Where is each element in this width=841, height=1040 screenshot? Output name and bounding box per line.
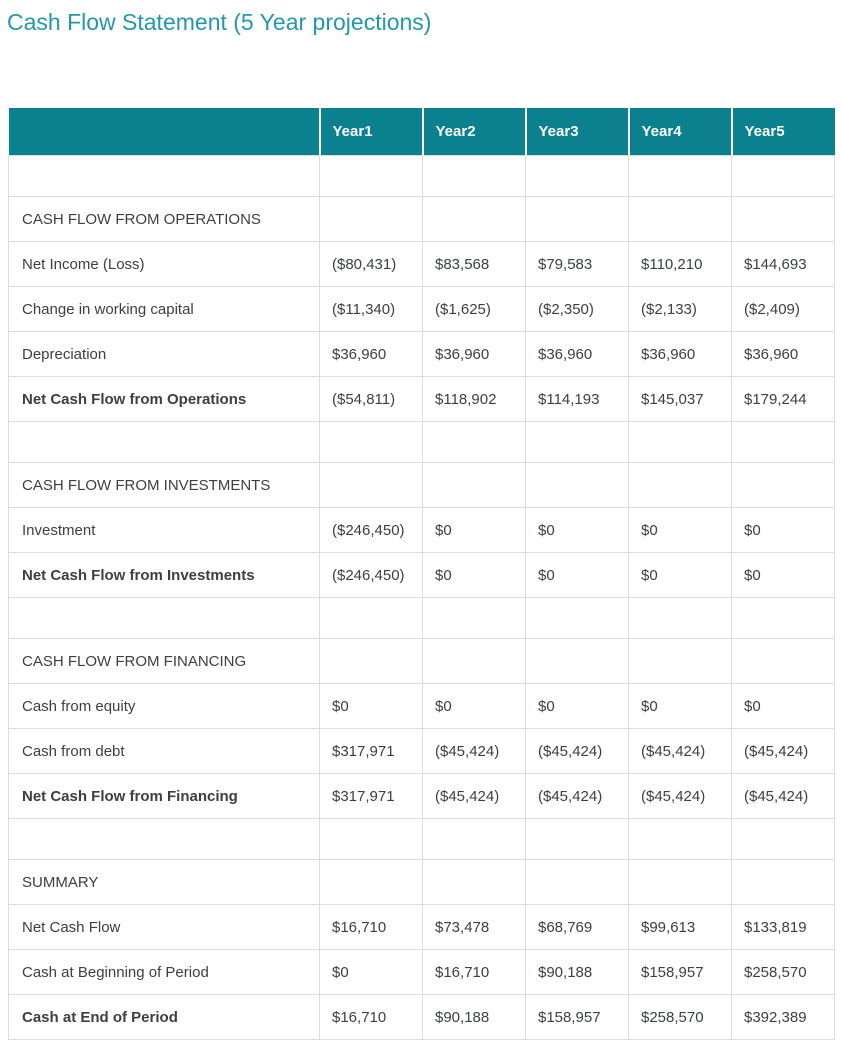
row-value: $90,188	[526, 950, 629, 995]
row-value: ($2,409)	[732, 287, 835, 332]
row-value	[423, 156, 526, 197]
row-value: ($246,450)	[320, 508, 423, 553]
row-value: ($1,625)	[423, 287, 526, 332]
row-value	[320, 819, 423, 860]
row-value	[732, 197, 835, 242]
section-row	[9, 639, 835, 684]
row-value: $99,613	[629, 905, 732, 950]
row-value: $36,960	[320, 332, 423, 377]
total-row	[9, 774, 835, 819]
row-value	[732, 598, 835, 639]
row-value: $145,037	[629, 377, 732, 422]
row-value: $83,568	[423, 242, 526, 287]
header-cell-year2: Year2	[423, 108, 526, 156]
row-value	[320, 860, 423, 905]
row-value: $0	[732, 684, 835, 729]
table-row	[9, 287, 835, 332]
row-label: Cash at End of Period	[9, 995, 320, 1040]
row-label: SUMMARY	[9, 860, 320, 905]
row-value: $73,478	[423, 905, 526, 950]
row-value: ($45,424)	[629, 729, 732, 774]
row-value	[732, 860, 835, 905]
row-value	[629, 422, 732, 463]
row-value: $0	[526, 508, 629, 553]
row-value: $0	[732, 553, 835, 598]
row-value: $68,769	[526, 905, 629, 950]
row-value: ($11,340)	[320, 287, 423, 332]
row-value	[423, 463, 526, 508]
header-cell-year1: Year1	[320, 108, 423, 156]
row-label: Cash from equity	[9, 684, 320, 729]
table-row	[9, 332, 835, 377]
row-value	[526, 639, 629, 684]
row-value	[629, 197, 732, 242]
row-label: Net Cash Flow from Investments	[9, 553, 320, 598]
row-value: $0	[423, 553, 526, 598]
table-row	[9, 950, 835, 995]
row-value: $36,960	[732, 332, 835, 377]
row-value: $36,960	[423, 332, 526, 377]
row-value: $158,957	[526, 995, 629, 1040]
row-label: Net Cash Flow	[9, 905, 320, 950]
row-value: $144,693	[732, 242, 835, 287]
row-value	[629, 819, 732, 860]
row-value: $36,960	[526, 332, 629, 377]
row-value	[423, 197, 526, 242]
header-cell-year5: Year5	[732, 108, 835, 156]
header-cell-year3: Year3	[526, 108, 629, 156]
row-value	[423, 819, 526, 860]
row-value: $258,570	[629, 995, 732, 1040]
row-label: Change in working capital	[9, 287, 320, 332]
spacer-row	[9, 598, 835, 639]
row-label	[9, 819, 320, 860]
row-value	[320, 598, 423, 639]
section-row	[9, 197, 835, 242]
row-value	[320, 156, 423, 197]
row-value	[320, 639, 423, 684]
row-label	[9, 598, 320, 639]
section-row	[9, 860, 835, 905]
row-value	[423, 422, 526, 463]
total-row	[9, 995, 835, 1040]
row-value: ($246,450)	[320, 553, 423, 598]
row-value: $0	[320, 684, 423, 729]
row-label	[9, 156, 320, 197]
row-value	[423, 598, 526, 639]
row-value: $317,971	[320, 774, 423, 819]
row-value	[629, 639, 732, 684]
row-value: $16,710	[423, 950, 526, 995]
table-header	[9, 108, 835, 156]
row-value: $0	[629, 508, 732, 553]
row-value: ($45,424)	[526, 729, 629, 774]
row-value	[732, 156, 835, 197]
row-value	[526, 819, 629, 860]
row-value: $179,244	[732, 377, 835, 422]
row-value: $110,210	[629, 242, 732, 287]
row-value: ($45,424)	[423, 729, 526, 774]
row-value	[732, 639, 835, 684]
row-value	[526, 860, 629, 905]
row-label: Net Cash Flow from Operations	[9, 377, 320, 422]
header-cell-label	[9, 108, 320, 156]
spacer-row	[9, 819, 835, 860]
row-value	[629, 598, 732, 639]
row-value	[526, 598, 629, 639]
row-value	[732, 463, 835, 508]
row-value	[526, 422, 629, 463]
row-label	[9, 422, 320, 463]
row-label: CASH FLOW FROM INVESTMENTS	[9, 463, 320, 508]
row-value	[320, 422, 423, 463]
total-row	[9, 377, 835, 422]
row-value	[732, 819, 835, 860]
row-value: $0	[423, 508, 526, 553]
row-value	[423, 639, 526, 684]
cash-flow-table	[8, 108, 835, 1040]
row-value: $0	[732, 508, 835, 553]
spacer-row	[9, 156, 835, 197]
row-value	[526, 156, 629, 197]
row-value	[423, 860, 526, 905]
row-value: $114,193	[526, 377, 629, 422]
header-cell-year4: Year4	[629, 108, 732, 156]
section-row	[9, 463, 835, 508]
row-value: $0	[423, 684, 526, 729]
page-title: Cash Flow Statement (5 Year projections)	[7, 9, 432, 35]
row-value: $317,971	[320, 729, 423, 774]
row-value: $79,583	[526, 242, 629, 287]
row-value: ($45,424)	[423, 774, 526, 819]
row-label: CASH FLOW FROM FINANCING	[9, 639, 320, 684]
row-label: Depreciation	[9, 332, 320, 377]
row-value: ($2,133)	[629, 287, 732, 332]
row-value: $133,819	[732, 905, 835, 950]
row-value	[320, 463, 423, 508]
row-value: $36,960	[629, 332, 732, 377]
row-value	[629, 463, 732, 508]
row-label: CASH FLOW FROM OPERATIONS	[9, 197, 320, 242]
row-value: $0	[629, 684, 732, 729]
table-header-row	[9, 108, 835, 156]
table-row	[9, 242, 835, 287]
row-value	[629, 860, 732, 905]
row-label: Net Income (Loss)	[9, 242, 320, 287]
row-value	[526, 197, 629, 242]
row-label: Net Cash Flow from Financing	[9, 774, 320, 819]
row-value	[629, 156, 732, 197]
row-value: $118,902	[423, 377, 526, 422]
row-value	[526, 463, 629, 508]
row-value: $392,389	[732, 995, 835, 1040]
row-label: Cash from debt	[9, 729, 320, 774]
row-label: Cash at Beginning of Period	[9, 950, 320, 995]
row-value: ($45,424)	[732, 729, 835, 774]
row-value: $158,957	[629, 950, 732, 995]
row-value: $16,710	[320, 905, 423, 950]
row-value	[320, 197, 423, 242]
row-value: $16,710	[320, 995, 423, 1040]
total-row	[9, 553, 835, 598]
row-value: ($54,811)	[320, 377, 423, 422]
row-value: $0	[526, 684, 629, 729]
table-row	[9, 729, 835, 774]
row-value: $0	[320, 950, 423, 995]
table-row	[9, 684, 835, 729]
table-row	[9, 905, 835, 950]
row-value: ($45,424)	[629, 774, 732, 819]
cashflow-table-body	[9, 156, 835, 1040]
row-value	[732, 422, 835, 463]
row-value: $0	[629, 553, 732, 598]
spacer-row	[9, 422, 835, 463]
row-value: $0	[526, 553, 629, 598]
row-value: ($45,424)	[526, 774, 629, 819]
row-value: ($80,431)	[320, 242, 423, 287]
row-value: $90,188	[423, 995, 526, 1040]
row-value: $258,570	[732, 950, 835, 995]
row-value: ($2,350)	[526, 287, 629, 332]
table-row	[9, 508, 835, 553]
row-label: Investment	[9, 508, 320, 553]
row-value: ($45,424)	[732, 774, 835, 819]
